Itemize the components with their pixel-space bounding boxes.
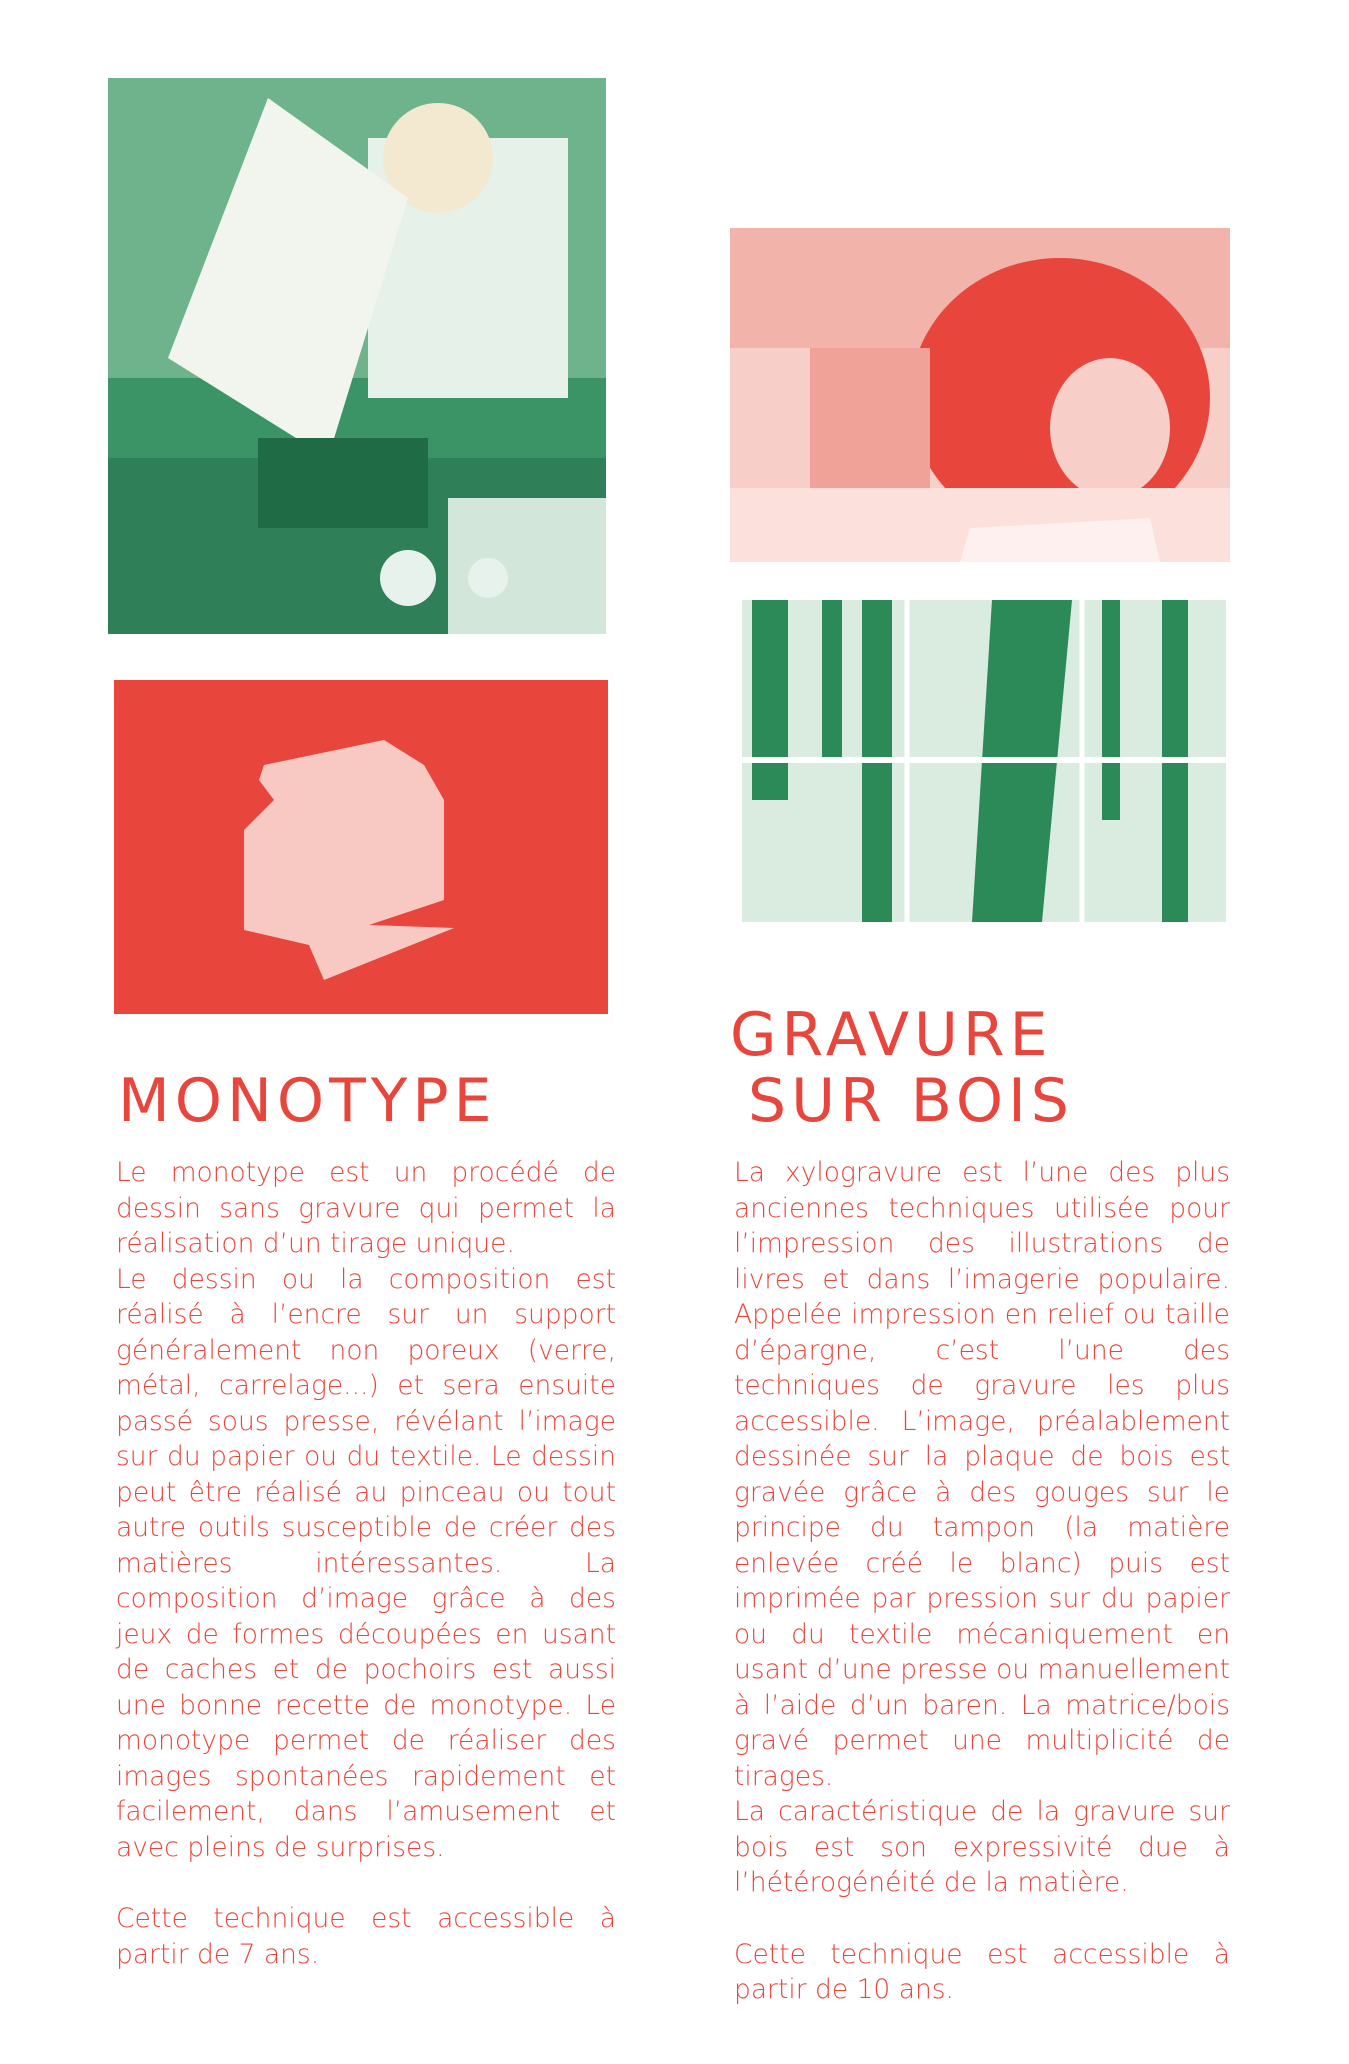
gravure-text xyxy=(734,1155,1230,2008)
house-monotype-print xyxy=(114,680,608,1014)
gravure-title xyxy=(730,1002,1074,1134)
monotype-text xyxy=(116,1155,616,1972)
photo-child-monotype xyxy=(108,78,606,634)
monotype-age: Cette technique est accessible à partir de 7 ans. xyxy=(116,1903,616,1970)
gravure-title-line2: SUR BOIS xyxy=(748,1066,1074,1136)
gravure-title-line1: GRAVURE xyxy=(730,1000,1053,1070)
gravure-paragraph: La caractéristique de la gravure sur bois est son expressivité due à l’hétérogénéité de la matière. xyxy=(734,1796,1230,1898)
gravure-age: Cette technique est accessible à partir de 10 ans. xyxy=(734,1938,1230,2005)
monotype-paragraph: Le dessin ou la composition est réalisé à l’encre sur un support généralement non poreux (verre, métal, carrelage...) et sera ensuite passé sous presse, révélant l’image sur du papier ou du textile. Le dessin peut être réalisé au pinceau ou tout autre outils susceptible de créer des matières intéressantes. La composition d’image grâce à des jeux de formes découpées en usant de caches et de pochoirs est aussi une bonne recette de monotype. Le monotype permet de réaliser des images spontanées rapidement et facilement, dans l’amusement et avec pleins de surprises. xyxy=(116,1263,616,1863)
gravure-paragraph: La xylogravure est l’une des plus anciennes techniques utilisée pour l’impression des illustrations de livres et dans l’imagerie populaire. Appelée impression en relief ou taille d’épargne, c’est l’une des techniques de gravure les plus accessible. L’image, préalablement dessinée sur la plaque de bois est gravée grâce à des gouges sur le principe du tampon (la matière enlevée créé le blanc) puis est imprimée par pression sur du papier ou du textile mécaniquement en usant d’une presse ou manuellement à l’aide d’un baren. La matrice/bois gravé permet une multiplicité de tirages. xyxy=(734,1157,1230,1792)
monotype-paragraph: Le monotype est un procédé de dessin sans gravure qui permet la réalisation d’un tirage unique. xyxy=(116,1157,616,1259)
photo-child-woodcut xyxy=(730,228,1230,562)
monotype-title: MONOTYPE xyxy=(118,1066,497,1136)
forest-woodcut-print xyxy=(742,600,1226,922)
